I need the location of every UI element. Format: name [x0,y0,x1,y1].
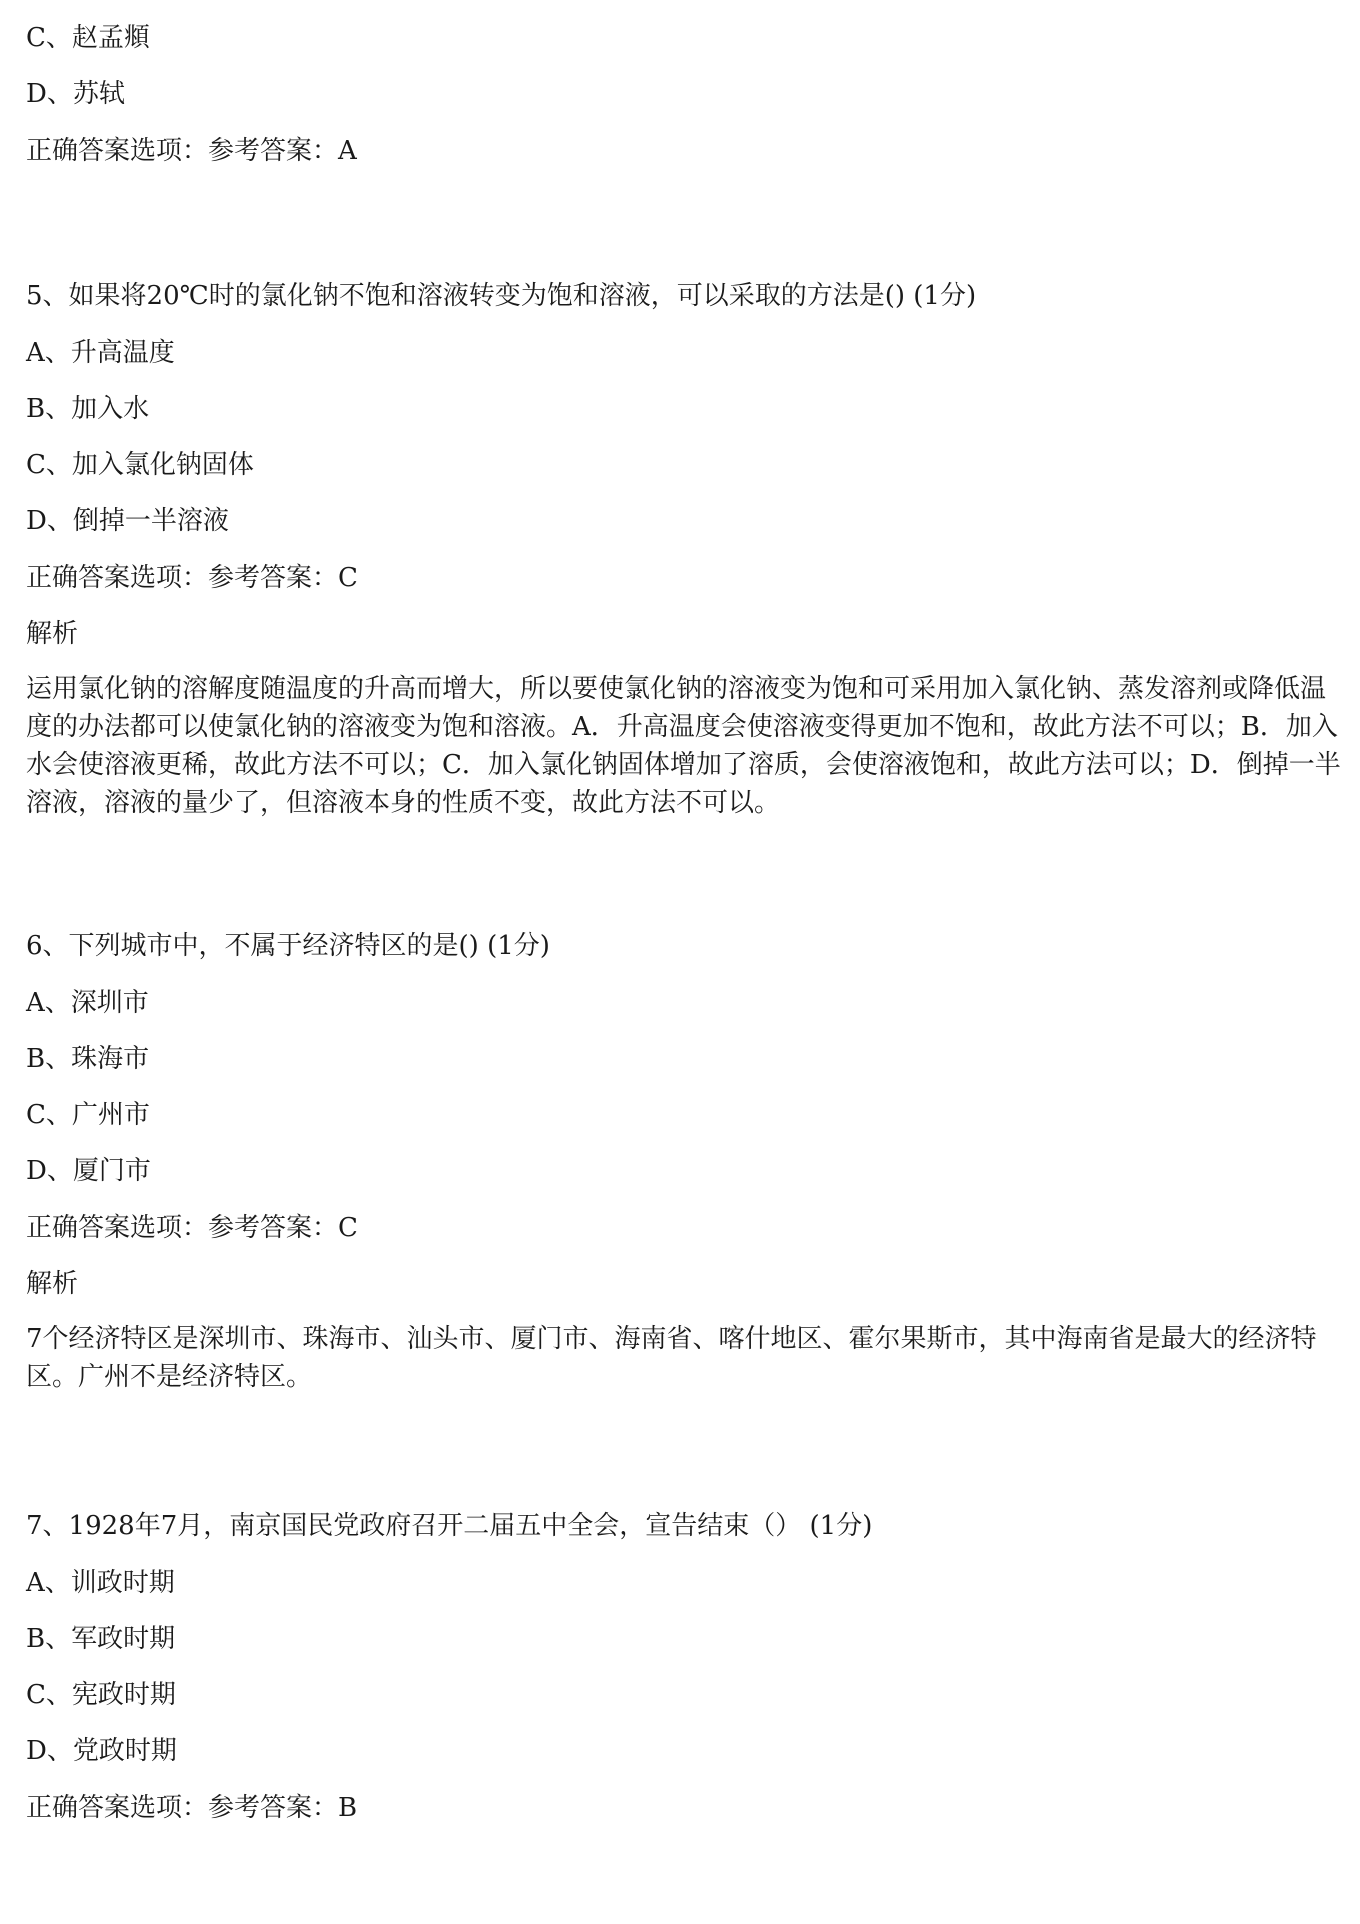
option-d: D、厦门市 [26,1156,151,1186]
analysis-text: 7个经济特区是深圳市、珠海市、汕头市、厦门市、海南省、喀什地区、霍尔果斯市，其中海南省是最大的经济特区。广州不是经济特区。 [26,1324,1317,1392]
answer-line: 正确答案选项：参考答案：A [26,136,357,166]
question-stem: 6、下列城市中，不属于经济特区的是() (1分) [26,931,550,961]
option-a: A、深圳市 [26,988,149,1018]
option-c: C、加入氯化钠固体 [26,450,254,480]
option-c: C、宪政时期 [26,1680,176,1710]
option-c: C、赵孟頫 [26,23,150,53]
question-stem: 5、如果将20℃时的氯化钠不饱和溶液转变为饱和溶液，可以采取的方法是() (1分) [26,281,977,311]
option-b: B、珠海市 [26,1044,150,1074]
option-d: D、党政时期 [26,1736,177,1766]
answer-line: 正确答案选项：参考答案：C [26,563,358,593]
option-a: A、训政时期 [26,1568,175,1598]
analysis-label: 解析 [26,1269,79,1299]
answer-line: 正确答案选项：参考答案：B [26,1793,358,1823]
option-d: D、苏轼 [26,79,125,109]
option-b: B、军政时期 [26,1624,176,1654]
analysis-text: 运用氯化钠的溶解度随温度的升高而增大，所以要使氯化钠的溶液变为饱和可采用加入氯化钠、蒸发溶剂或降低温度的办法都可以使氯化钠的溶液变为饱和溶液。A．升高温度会使溶液变得更加不饱和，故此方法不可以；B．加入水会使溶液更稀，故此方法不可以；C．加入氯化钠固体增加了溶质，会使溶液饱和，故此方法可以；D．倒掉一半溶液，溶液的量少了，但溶液本身的性质不变，故此方法不可以。 [26,674,1341,818]
option-b: B、加入水 [26,394,150,424]
question-stem: 7、1928年7月，南京国民党政府召开二届五中全会，宣告结束（） (1分) [26,1511,873,1541]
option-d: D、倒掉一半溶液 [26,506,229,536]
option-a: A、升高温度 [26,338,175,368]
option-c: C、广州市 [26,1100,150,1130]
answer-line: 正确答案选项：参考答案：C [26,1213,358,1243]
analysis-label: 解析 [26,619,79,649]
